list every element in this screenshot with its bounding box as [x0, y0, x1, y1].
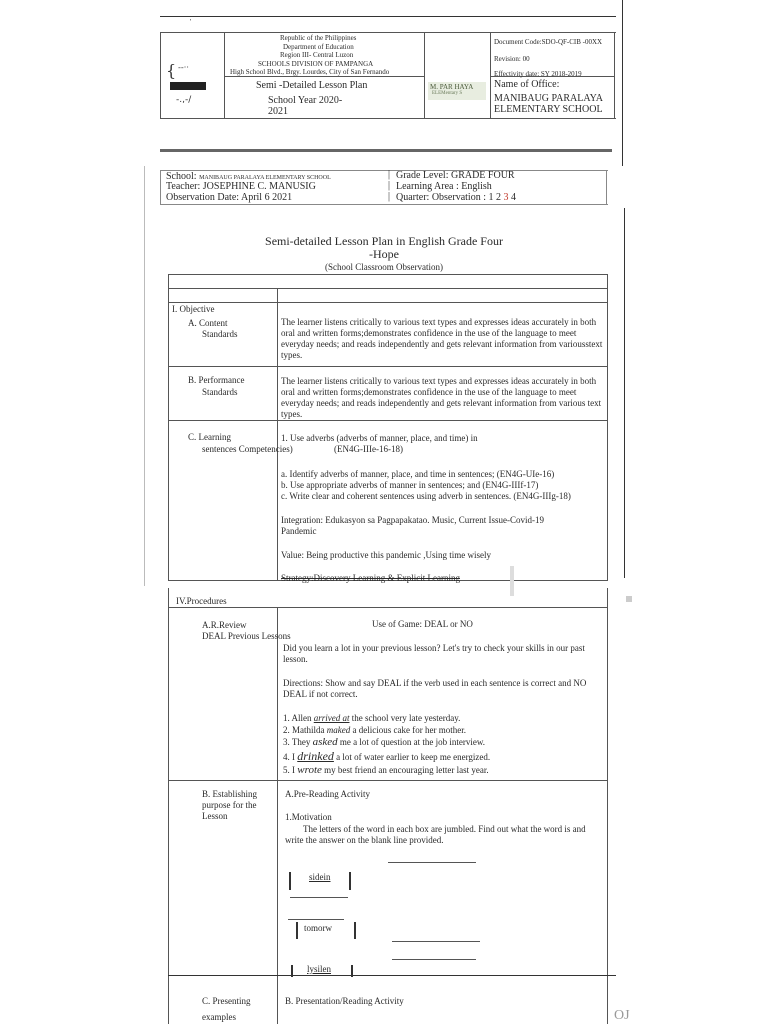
- top-mark: ': [190, 18, 192, 26]
- performance-standards-text: The learner listens critically to various text types and expresses ideas accurately in both oral and written forms;demonstrates confidence in the use of the language to meet everyday needs; and reads independently and gets relevant information from various text types.: [281, 376, 602, 419]
- school-label: School: MANIBAUG PARALAYA ELEMENTARY SCHOOL: [166, 171, 331, 182]
- learning-competencies-label-1: C. Learning: [188, 432, 231, 442]
- office-name-2: ELEMENTARY SCHOOL: [494, 104, 603, 115]
- stamp-text-1: M. PAR HAYA: [430, 83, 474, 91]
- stamp: [428, 82, 486, 100]
- doc-code: Document Code:SDO-QF-CIB -00XX: [494, 38, 603, 46]
- grade-level: Grade Level: GRADE FOUR: [396, 170, 515, 181]
- performance-standards-label-1: B. Performance: [188, 375, 245, 385]
- deal-item-1: 1. Allen arrived at the school very late yesterday.: [283, 713, 461, 723]
- teacher: Teacher: JOSEPHINE C. MANUSIG: [166, 181, 316, 192]
- department-text: Department of Education: [283, 43, 354, 51]
- competency-c: c. Write clear and coherent sentences using adverb in sentences. (EN4G-IIIg-18): [281, 491, 571, 501]
- scan-mark: [510, 566, 514, 596]
- deped-logo: [164, 56, 220, 106]
- motivation: 1.Motivation: [285, 812, 332, 822]
- address-text: High School Blvd., Brgy. Lourdes, City of San Fernando: [230, 68, 390, 76]
- revision: Revision: 00: [494, 55, 530, 63]
- game-title: Use of Game: DEAL or NO: [372, 619, 473, 629]
- deal-item-3: 3. They asked me a lot of question at the job interview.: [283, 736, 486, 748]
- lesson-note: (School Classroom Observation): [325, 262, 443, 272]
- svg-text:--··: --··: [178, 63, 189, 72]
- purpose-label-3: Lesson: [202, 811, 228, 821]
- jumbled-directions: The letters of the word in each box are jumbled. Find out what the word is and write the answer on the blank line provided.: [285, 824, 586, 845]
- content-standards-label-1: A. Content: [188, 318, 228, 328]
- jumbled-word-1: sidein: [309, 872, 331, 882]
- integration: Integration: Edukasyon sa Pagpapakatao. Music, Current Issue-Covid-19 Pandemic: [281, 515, 544, 536]
- region-text: Region III- Central Luzon: [280, 51, 354, 59]
- svg-text:{: {: [166, 61, 177, 80]
- jumbled-word-2: tomorw: [304, 923, 332, 933]
- purpose-label-2: purpose for the: [202, 800, 257, 810]
- jumbled-box-2: [296, 922, 356, 939]
- strategy: Strategy:Discovery Learning & Explicit Learning: [281, 573, 460, 583]
- scan-dot: [626, 596, 632, 602]
- lesson-title: Semi-detailed Lesson Plan in English Grade Four: [265, 234, 503, 248]
- school-year-1: School Year 2020-: [268, 95, 343, 106]
- procedures-heading: IV.Procedures: [176, 596, 227, 606]
- office-name-1: MANIBAUG PARALAYA: [494, 93, 604, 104]
- performance-standards-label-2: Standards: [202, 387, 238, 397]
- quarter: Quarter: Observation : 1 2 3 4: [396, 192, 516, 203]
- competency-b: b. Use appropriate adverbs of manner in sentences; and (EN4G-IIIf-17): [281, 480, 539, 490]
- deal-item-4: 4. I drinked a lot of water earlier to keep me energized.: [283, 749, 491, 763]
- review-label-1: A.R.Review: [202, 620, 247, 630]
- review-directions: Directions: Show and say DEAL if the verb used in each sentence is correct and NO DEAL if not correct.: [283, 678, 587, 699]
- review-intro: Did you learn a lot in your previous lesson? Let's try to check your skills in our past lesson.: [283, 643, 585, 664]
- content-standards-label-2: Standards: [202, 329, 238, 339]
- corner-mark: OJ: [614, 1008, 630, 1023]
- school-name: MANIBAUG PARALAYA ELEMENTARY SCHOOL: [199, 175, 331, 181]
- learning-area: Learning Area : English: [396, 181, 492, 192]
- pre-reading-title: A.Pre-Reading Activity: [285, 789, 370, 799]
- presenting-label-2: examples: [202, 1012, 236, 1022]
- republic-text: Republic of the Philippines: [280, 34, 357, 42]
- competency-code: (EN4G-IIIe-16-18): [334, 444, 403, 454]
- learning-competencies-label-2: sentences Competencies): [202, 444, 293, 454]
- presenting-label-1: C. Presenting: [202, 996, 251, 1006]
- observation-date: Observation Date: April 6 2021: [166, 192, 293, 203]
- school-year-2: 2021: [268, 106, 288, 117]
- competency-1: 1. Use adverbs (adverbs of manner, place, and time) in: [281, 433, 478, 443]
- objective-heading: I. Objective: [172, 304, 215, 314]
- deal-item-5: 5. I wrote my best friend an encouraging letter last year.: [283, 764, 489, 776]
- office-label: Name of Office:: [494, 79, 560, 90]
- content-standards-text: The learner listens critically to various text types and expresses ideas accurately in both oral and written forms;demonstrates confidence in the use of the language to meet everyday needs; and reads independently and gets relevant information from variousstext types.: [281, 317, 603, 360]
- effectivity: Effectivity date: SY 2018-2019: [494, 70, 582, 78]
- jumbled-box-1: [289, 872, 351, 890]
- deal-item-2: 2. Mathilda maked a delicious cake for her mother.: [283, 725, 466, 735]
- lesson-subtitle: -Hope: [369, 247, 399, 261]
- svg-text:-.,-/: -.,-/: [176, 95, 192, 105]
- value-statement: Value: Being productive this pandemic ,Using time wisely: [281, 550, 491, 560]
- competency-a: a. Identify adverbs of manner, place, and time in sentences; (EN4G-UIe-16): [281, 469, 555, 479]
- jumbled-word-3: lysilen: [307, 964, 331, 974]
- presentation-title: B. Presentation/Reading Activity: [285, 996, 404, 1006]
- stamp-text-2: ELEMentary S: [432, 91, 463, 96]
- review-label-2: DEAL Previous Lessons: [202, 631, 291, 641]
- doc-title: Semi -Detailed Lesson Plan: [256, 80, 368, 91]
- division-text: SCHOOLS DIVISION OF PAMPANGA: [258, 60, 374, 68]
- purpose-label-1: B. Establishing: [202, 789, 258, 799]
